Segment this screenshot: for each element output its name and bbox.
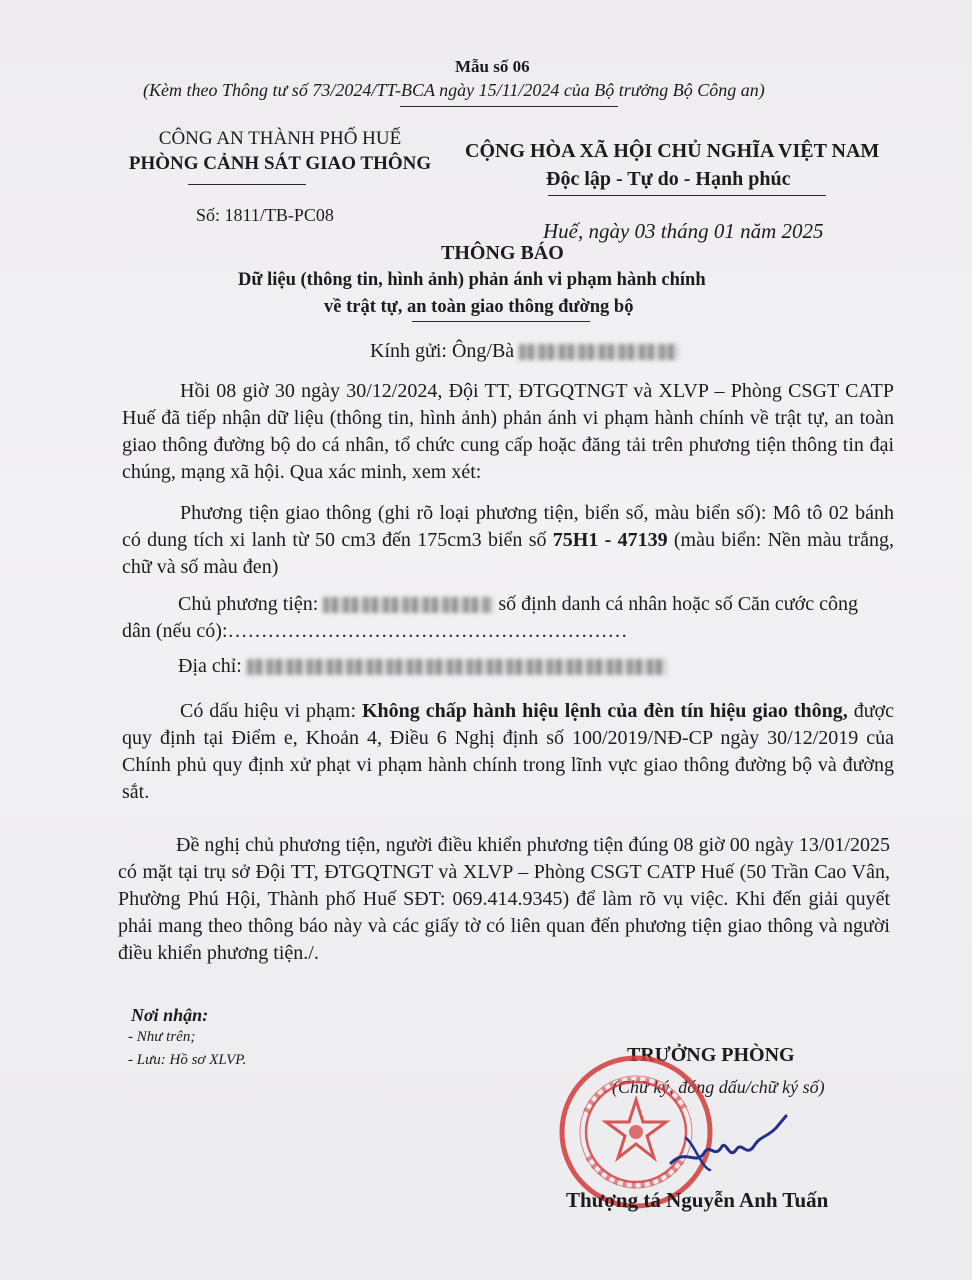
vehicle-description: Phương tiện giao thông (ghi rõ loại phương tiện, biển số, màu biển số): Mô tô 02 bánh có dung tích xi lanh từ 50 cm3 đến 175cm3 biển số — [122, 502, 894, 551]
recipient-item-2: - Lưu: Hồ sơ XLVP. — [128, 1052, 247, 1068]
signer-name: Thượng tá Nguyễn Anh Tuấn — [566, 1188, 829, 1212]
recipient-line — [370, 340, 679, 363]
form-number: Mẫu số 06 — [455, 57, 530, 76]
signature-icon — [666, 1108, 796, 1178]
violation-text: Không chấp hành hiệu lệnh của đèn tín hiệu giao thông, — [361, 700, 848, 722]
owner-line — [178, 593, 858, 616]
document-title: THÔNG BÁO — [441, 242, 564, 264]
violation-label: Có dấu hiệu vi phạm: — [180, 700, 357, 722]
document-subtitle-line2: về trật tự, an toàn giao thông đường bộ — [324, 297, 634, 317]
subtitle-underline — [412, 321, 590, 322]
redacted-recipient-name — [519, 344, 679, 360]
agency-name: PHÒNG CẢNH SÁT GIAO THÔNG — [128, 153, 432, 174]
document-subtitle-line1: Dữ liệu (thông tin, hình ảnh) phản ánh vi phạm hành chính — [238, 270, 706, 290]
violation-legal-basis: được quy định tại Điểm e, Khoản 4, Điều 6 Nghị định số 100/2019/NĐ-CP ngày 30/12/2019 của Chính phủ quy định xử phạt vi phạm hành chính trong lĩnh vực giao thông đường bộ và đường sắt. — [122, 700, 894, 803]
redacted-owner-name — [323, 597, 493, 613]
recipient-item-1: - Như trên; — [128, 1029, 196, 1045]
agency-underline — [188, 184, 306, 185]
license-plate: 75H1 - 47139 — [552, 529, 668, 551]
address-label: Địa chỉ: — [178, 655, 242, 677]
owner-label: Chủ phương tiện: — [178, 593, 319, 615]
signature-note: (Chữ ký, đóng dấu/chữ ký số) — [612, 1077, 825, 1097]
agency-parent: CÔNG AN THÀNH PHỐ HUẾ — [158, 128, 402, 149]
motto-underline — [548, 195, 826, 196]
place-and-date: Huế, ngày 03 tháng 01 năm 2025 — [543, 219, 824, 243]
form-reference: (Kèm theo Thông tư số 73/2024/TT-BCA ngày 15/11/2024 của Bộ trưởng Bộ Công an) — [143, 80, 765, 100]
country-name: CỘNG HÒA XÃ HỘI CHỦ NGHĨA VIỆT NAM — [465, 140, 880, 162]
address-line — [178, 655, 667, 678]
signer-title: TRƯỞNG PHÒNG — [627, 1044, 795, 1066]
document-number: Số: 1811/TB-PC08 — [196, 205, 334, 225]
owner-id-line: dân (nếu có):…………………………………………………… — [122, 620, 628, 642]
recipient-label: Kính gửi: Ông/Bà — [370, 340, 515, 362]
paragraph-receipt: Hồi 08 giờ 30 ngày 30/12/2024, Đội TT, ĐTGQTNGT và XLVP – Phòng CSGT CATP Huế đã tiếp nhận dữ liệu (thông tin, hình ảnh) phản ánh vi phạm hành chính về trật tự, an toàn giao thông đường bộ do cá nhân, tổ chức cung cấp hoặc đăng tải trên phương tiện thông tin đại chúng, mạng xã hội. Qua xác minh, xem xét: — [122, 380, 894, 483]
owner-id-label: số định danh cá nhân hoặc số Căn cước công — [498, 593, 858, 615]
redacted-address — [247, 659, 667, 675]
plate-color: (màu biển: Nền màu trắng, chữ và số màu đen) — [122, 529, 895, 578]
form-ref-underline — [400, 106, 618, 107]
recipients-title: Nơi nhận: — [131, 1005, 209, 1025]
paragraph-violation — [122, 698, 894, 806]
national-motto: Độc lập - Tự do - Hạnh phúc — [546, 168, 791, 190]
paragraph-vehicle — [122, 500, 894, 581]
paragraph-summons: Đề nghị chủ phương tiện, người điều khiển phương tiện đúng 08 giờ 00 ngày 13/01/2025 có mặt tại trụ sở Đội TT, ĐTGQTNGT và XLVP – Phòng CSGT CATP Huế (50 Trần Cao Vân, Phường Phú Hội, Thành phố Huế SĐT: 069.414.9345) để làm rõ vụ việc. Khi đến giải quyết phải mang theo thông báo này và các giấy tờ có liên quan đến phương tiện giao thông và người điều khiển phương tiện./. — [118, 834, 890, 964]
